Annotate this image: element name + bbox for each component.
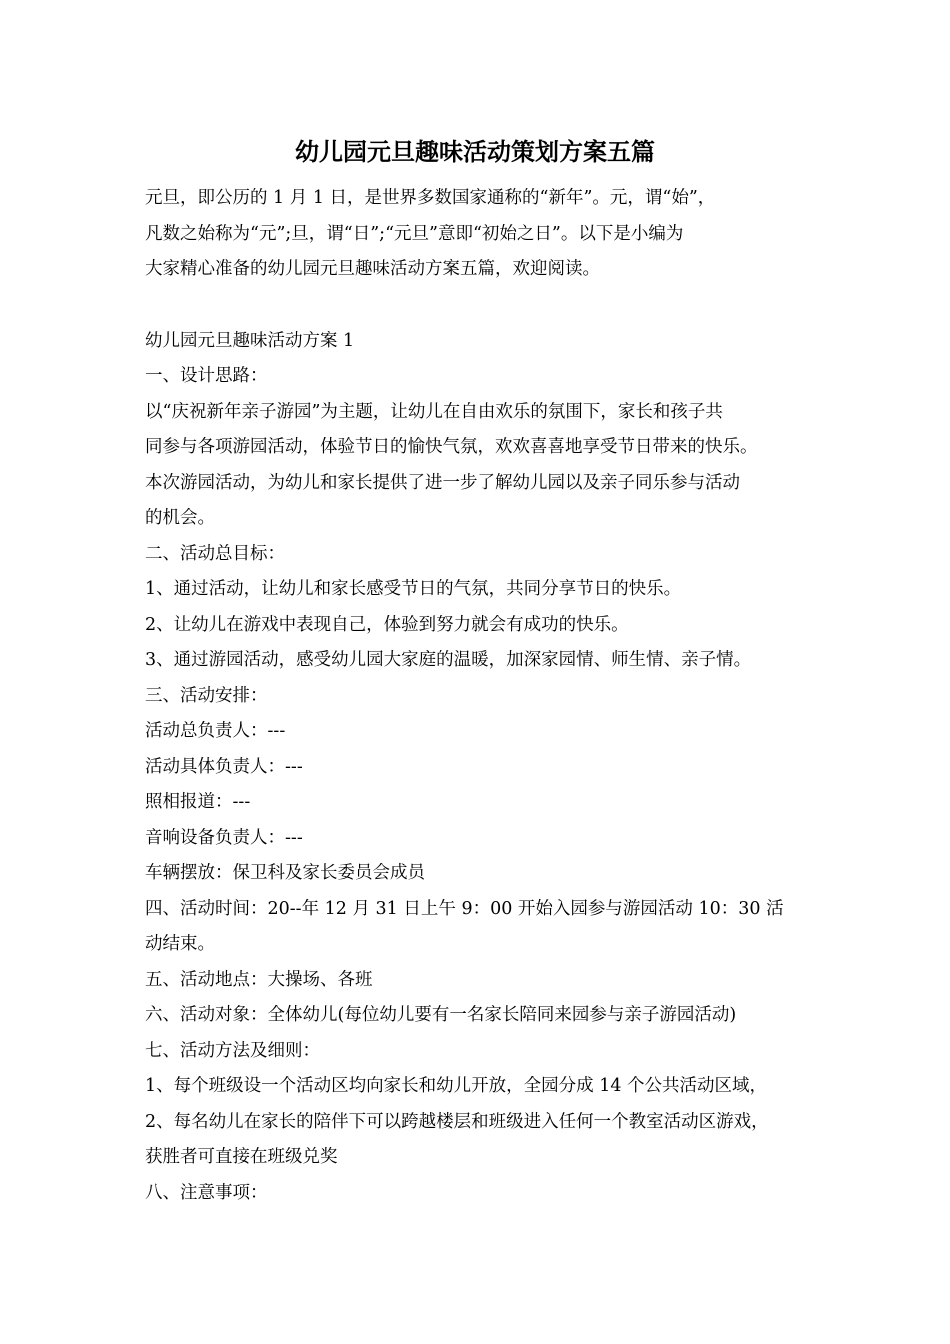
section-line: 本次游园活动，为幼儿和家长提供了进一步了解幼儿园以及亲子同乐参与活动 xyxy=(145,472,740,493)
section-line: 2、让幼儿在游戏中表现自己，体验到努力就会有成功的快乐。 xyxy=(145,614,629,635)
section-content xyxy=(145,324,835,1212)
intro-paragraph xyxy=(145,181,835,288)
section-line: 3、通过游园活动，感受幼儿园大家庭的温暖，加深家园情、师生情、亲子情。 xyxy=(145,650,752,670)
section-line: 照相报道：--- xyxy=(145,792,251,812)
intro-line: 元旦，即公历的 1 月 1 日，是世界多数国家通称的“新年”。元，谓“始”， xyxy=(145,188,716,208)
section-line: 一、设计思路： xyxy=(145,366,268,386)
document-title: 幼儿园元旦趣味活动策划方案五篇 xyxy=(295,137,655,166)
paragraph-gap xyxy=(145,288,835,324)
section-line: 活动总负责人：--- xyxy=(145,721,286,741)
section-line: 七、活动方法及细则： xyxy=(145,1040,320,1061)
section-line: 2、每名幼儿在家长的陪伴下可以跨越楼层和班级进入任何一个教室活动区游戏， xyxy=(145,1111,769,1132)
section-line: 三、活动安排： xyxy=(145,685,268,706)
section-line: 二、活动总目标： xyxy=(145,543,285,564)
intro-line: 大家精心准备的幼儿园元旦趣味活动方案五篇，欢迎阅读。 xyxy=(145,259,600,279)
section-line: 八、注意事项： xyxy=(145,1182,268,1203)
section-line: 1、每个班级设一个活动区均向家长和幼儿开放，全园分成 14 个公共活动区域， xyxy=(145,1076,768,1096)
section-line: 五、活动地点：大操场、各班 xyxy=(145,969,373,990)
intro-line: 凡数之始称为“元”;旦，谓“日”;“元旦”意即“初始之日”。以下是小编为 xyxy=(145,223,684,244)
section-line: 以“庆祝新年亲子游园”为主题，让幼儿在自由欢乐的氛围下，家长和孩子共 xyxy=(145,401,723,422)
section-line: 活动具体负责人：--- xyxy=(145,756,303,777)
section-line: 获胜者可直接在班级兑奖 xyxy=(145,1147,338,1167)
section-line: 的机会。 xyxy=(145,508,215,528)
section-line: 1、通过活动，让幼儿和家长感受节日的气氛，共同分享节日的快乐。 xyxy=(145,579,682,599)
section-line: 车辆摆放：保卫科及家长委员会成员 xyxy=(145,863,425,883)
section-heading: 幼儿园元旦趣味活动方案 1 xyxy=(145,330,355,351)
section-line: 动结束。 xyxy=(145,934,215,954)
section-line: 六、活动对象：全体幼儿(每位幼儿要有一名家长陪同来园参与亲子游园活动) xyxy=(145,1005,737,1025)
section-line: 音响设备负责人：--- xyxy=(145,827,303,848)
section-line: 同参与各项游园活动，体验节日的愉快气氛，欢欢喜喜地享受节日带来的快乐。 xyxy=(145,437,758,457)
document-body xyxy=(145,181,835,1211)
section-line: 四、活动时间：20--年 12 月 31 日上午 9：00 开始入园参与游园活动 10：30 活 xyxy=(145,898,784,919)
